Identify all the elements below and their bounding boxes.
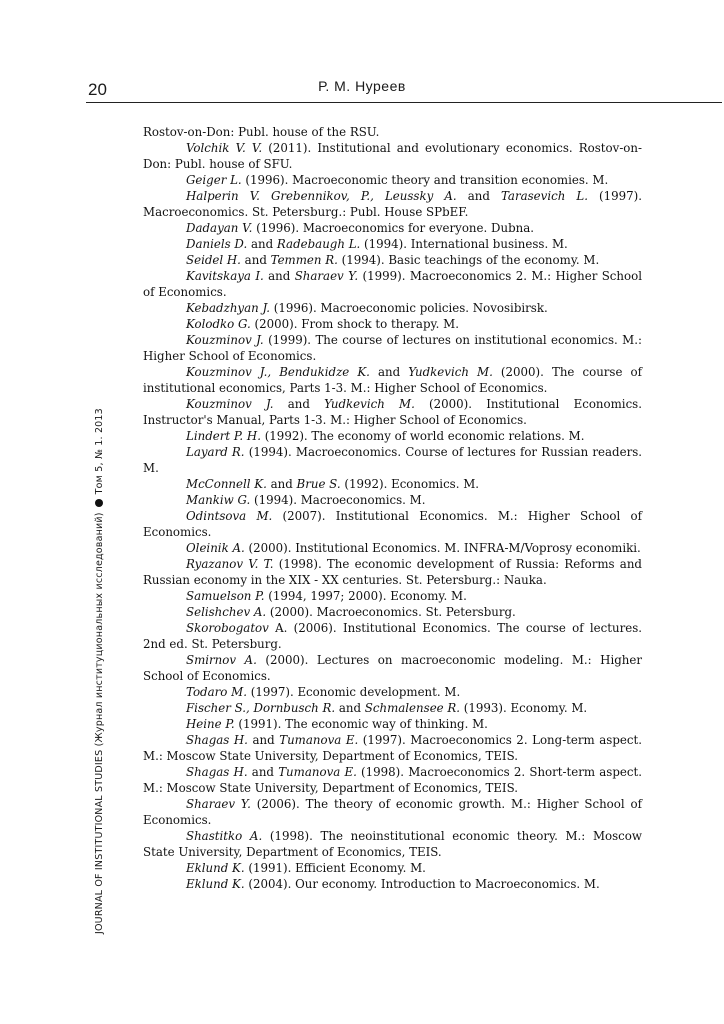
running-head: Р. М. Нуреев: [318, 78, 406, 94]
reference-text: (1994). Macroeconomics. M.: [250, 493, 426, 507]
reference-item: [143, 652, 642, 684]
reference-text: (2000). Institutional Economics. Instructor's Manual, Parts 1-3. M.: Higher School of Economics.: [143, 397, 642, 427]
reference-author: Tumanova E.: [279, 733, 359, 747]
reference-text: (2000). Macroeconomics. St. Petersburg.: [266, 605, 516, 619]
reference-item: [143, 124, 642, 140]
reference-list: [143, 124, 642, 892]
reference-author: Shagas H.: [186, 733, 248, 747]
reference-text: (2000). Lectures on macroeconomic modeling. M.: Higher School of Economics.: [143, 653, 642, 683]
reference-conjunction: and: [240, 253, 271, 267]
reference-text: (1991). Efficient Economy. M.: [244, 861, 426, 875]
reference-author: Tarasevich L.: [500, 189, 588, 203]
reference-item: [143, 236, 642, 252]
reference-item: [143, 860, 642, 876]
reference-author: Ryazanov V. T.: [186, 557, 274, 571]
page-number: 20: [88, 80, 107, 99]
reference-author: Mankiw G.: [186, 493, 251, 507]
reference-item: [143, 172, 642, 188]
reference-author: Temmen R.: [270, 253, 338, 267]
reference-item: [143, 796, 642, 828]
reference-text: (1998). The economic development of Russia: Reforms and Russian economy in the XIX - XX centuries. St. Petersburg.: Nauka.: [143, 557, 642, 587]
reference-item: [143, 364, 642, 396]
reference-author: Daniels D.: [186, 237, 248, 251]
reference-author: Seidel H.: [186, 253, 241, 267]
reference-item: [143, 540, 642, 556]
reference-text: (1996). Macroeconomic policies. Novosibirsk.: [270, 301, 548, 315]
reference-text: (2011). Institutional and evolutionary economics. Rostov-on-Don: Publ. house of SFU.: [143, 141, 642, 171]
reference-text: (2000). Institutional Economics. M. INFRA-M/Voprosy economiki.: [244, 541, 641, 555]
reference-author: Kavitskaya I.: [186, 269, 264, 283]
reference-author: Halperin V. Grebennikov, P., Leussky A.: [186, 189, 457, 203]
reference-text: (1998). The neoinstitutional economic theory. M.: Moscow State University, Department of Economics, TEIS.: [143, 829, 642, 859]
reference-author: Kouzminov J.: [186, 333, 264, 347]
reference-text: (1996). Macroeconomics for everyone. Dubna.: [252, 221, 535, 235]
reference-author: Oleinik A.: [186, 541, 245, 555]
side-journal-caption: [94, 408, 105, 934]
reference-conjunction: and: [247, 765, 279, 779]
reference-text: (1998). Macroeconomics 2. Short-term aspect. M.: Moscow State University, Department of Economics, TEIS.: [143, 765, 642, 795]
reference-item: [143, 396, 642, 428]
reference-text: (1999). The course of lectures on institutional economics. M.: Higher School of Economics.: [143, 333, 642, 363]
reference-item: [143, 332, 642, 364]
reference-text: (2004). Our economy. Introduction to Macroeconomics. M.: [244, 877, 600, 891]
reference-author: Geiger L.: [186, 173, 242, 187]
reference-author: Kouzminov J., Bendukidze K.: [186, 365, 370, 379]
reference-item: [143, 876, 642, 892]
reference-author: Yudkevich M.: [408, 365, 493, 379]
reference-author: Skorobogatov: [186, 621, 269, 635]
reference-text: (1997). Macroeconomics 2. Long-term aspect. M.: Moscow State University, Department of Economics, TEIS.: [143, 733, 642, 763]
reference-author: Layard R.: [186, 445, 245, 459]
reference-author: Sharaev Y.: [186, 797, 251, 811]
journal-name: JOURNAL OF INSTITUTIONAL STUDIES (Журнал институциональных исследований): [94, 512, 105, 934]
reference-conjunction: and: [456, 189, 501, 203]
reference-author: McConnell K.: [186, 477, 267, 491]
journal-issue: Том 5, № 1. 2013: [94, 408, 105, 495]
reference-item: [143, 604, 642, 620]
reference-conjunction: and: [369, 365, 409, 379]
reference-author: Schmalensee R.: [364, 701, 461, 715]
reference-author: Samuelson P.: [186, 589, 265, 603]
reference-text: (1991). The economic way of thinking. M.: [234, 717, 488, 731]
reference-item: [143, 428, 642, 444]
reference-text: (1993). Economy. M.: [460, 701, 588, 715]
reference-text: A. (2006). Institutional Economics. The course of lectures. 2nd ed. St. Petersburg.: [143, 621, 642, 651]
reference-conjunction: and: [273, 397, 325, 411]
reference-author: Radebaugh L.: [276, 237, 361, 251]
reference-item: [143, 620, 642, 652]
reference-text: (1994). International business. M.: [360, 237, 568, 251]
reference-item: [143, 220, 642, 236]
reference-item: [143, 588, 642, 604]
reference-author: Tumanova E.: [278, 765, 357, 779]
reference-item: [143, 828, 642, 860]
reference-text: (2007). Institutional Economics. M.: Higher School of Economics.: [143, 509, 642, 539]
reference-item: [143, 444, 642, 476]
reference-text: (2000). The course of institutional economics, Parts 1-3. M.: Higher School of Economics.: [143, 365, 643, 395]
reference-item: [143, 300, 642, 316]
reference-author: Eklund K.: [186, 861, 245, 875]
reference-text: (2000). From shock to therapy. M.: [250, 317, 459, 331]
reference-conjunction: and: [266, 477, 297, 491]
reference-item: [143, 684, 642, 700]
reference-author: Todaro M.: [186, 685, 247, 699]
reference-item: [143, 556, 642, 588]
reference-author: Selishchev A.: [186, 605, 267, 619]
reference-author: Kolodko G.: [186, 317, 251, 331]
reference-author: Brue S.: [296, 477, 341, 491]
reference-text: (1992). Economics. M.: [340, 477, 480, 491]
reference-author: Kebadzhyan J.: [186, 301, 271, 315]
reference-author: Heine P.: [186, 717, 235, 731]
reference-item: [143, 716, 642, 732]
reference-text: (1996). Macroeconomic theory and transition economies. M.: [241, 173, 609, 187]
reference-author: Sharaev Y.: [294, 269, 359, 283]
reference-text: (2006). The theory of economic growth. M.: Higher School of Economics.: [143, 797, 642, 827]
reference-item: [143, 316, 642, 332]
reference-author: Shastitko A.: [186, 829, 263, 843]
reference-item: [143, 492, 642, 508]
reference-conjunction: and: [247, 237, 277, 251]
reference-text: (1994). Basic teachings of the economy. M.: [337, 253, 600, 267]
reference-author: Shagas H.: [186, 765, 248, 779]
reference-item: [143, 140, 642, 172]
reference-author: Lindert P. H.: [186, 429, 261, 443]
reference-item: [143, 764, 642, 796]
reference-text: (1992). The economy of world economic relations. M.: [260, 429, 585, 443]
reference-text: (1997). Macroeconomics. St. Petersburg.: Publ. House SPbEF.: [143, 189, 643, 219]
reference-author: Volchik V. V.: [186, 141, 263, 155]
reference-conjunction: and: [247, 733, 280, 747]
reference-author: Fischer S., Dornbusch R.: [186, 701, 336, 715]
header-rule: [86, 102, 722, 103]
reference-author: Dadayan V.: [186, 221, 253, 235]
reference-item: [143, 268, 642, 300]
reference-text: (1994). Macroeconomics. Course of lectures for Russian readers. M.: [143, 445, 643, 475]
reference-text: (1997). Economic development. M.: [246, 685, 461, 699]
reference-author: Yudkevich M.: [324, 397, 415, 411]
reference-item: [143, 476, 642, 492]
reference-item: [143, 252, 642, 268]
reference-text: (1999). Macroeconomics 2. M.: Higher School of Economics.: [143, 269, 642, 299]
reference-author: Odintsova M.: [186, 509, 273, 523]
reference-author: Kouzminov J.: [186, 397, 274, 411]
reference-text: (1994, 1997; 2000). Economy. M.: [264, 589, 467, 603]
bullet-dot-icon: [95, 499, 103, 507]
reference-item: [143, 188, 642, 220]
reference-conjunction: and: [263, 269, 295, 283]
reference-item: [143, 508, 642, 540]
reference-item: [143, 732, 642, 764]
reference-author: Eklund K.: [186, 877, 245, 891]
reference-conjunction: and: [335, 701, 365, 715]
reference-item: [143, 700, 642, 716]
reference-text: Rostov-on-Don: Publ. house of the RSU.: [143, 125, 380, 139]
reference-author: Smirnov A.: [186, 653, 257, 667]
